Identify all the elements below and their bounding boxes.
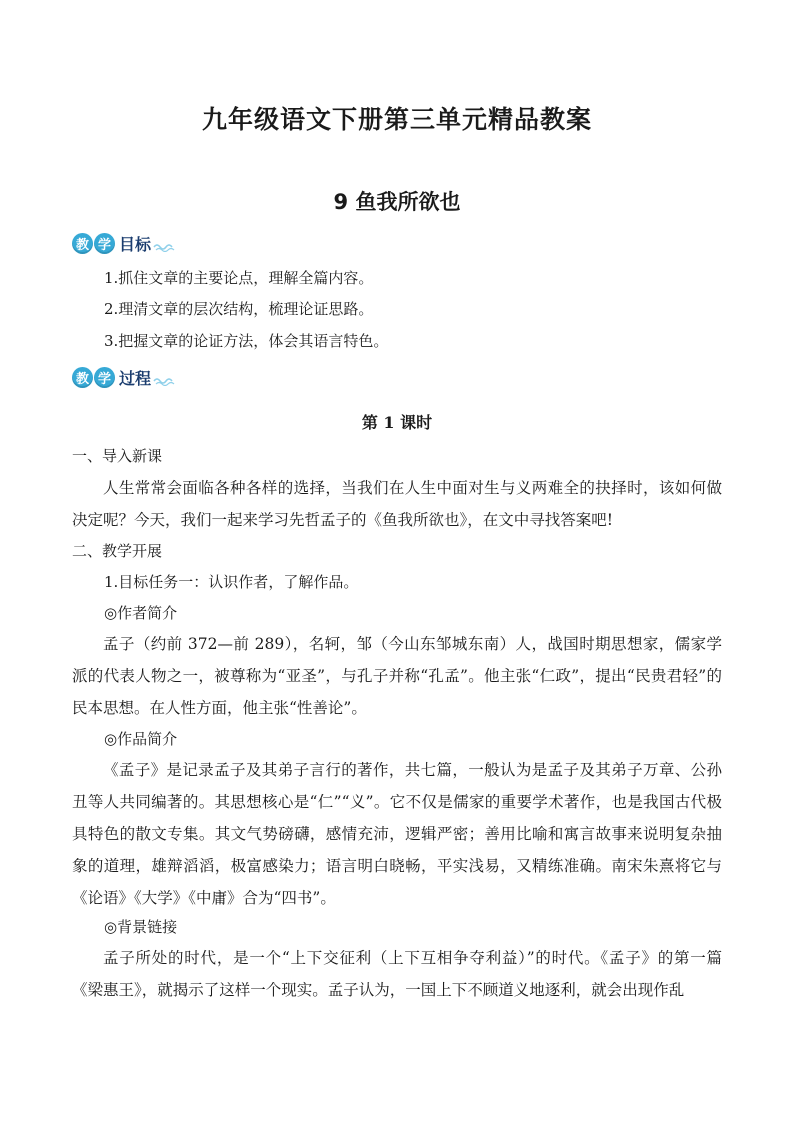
period-title: 第 1 课时 xyxy=(361,413,433,432)
objective-item-1: 1.抓住文章的主要论点，理解全篇内容。 xyxy=(104,269,374,287)
badge-char-2: 学 xyxy=(94,367,115,388)
badge-char-1: 教 xyxy=(72,233,93,254)
part2-heading: 二、教学开展 xyxy=(72,542,163,560)
author-paragraph: 孟子（约前 372—前 289），名轲，邹（今山东邹城东南）人，战国时期思想家，儒家学派的代表人物之一，被尊称为“亚圣”，与孔子并称“孔孟”。他主张“仁政”，提出“民贵君轻”的民本思想。在人性方面，他主张“性善论”。 xyxy=(72,635,722,717)
process-label: 过程 xyxy=(119,368,152,388)
task1-heading: 1.目标任务一：认识作者，了解作品。 xyxy=(104,573,359,591)
wave-decoration-icon xyxy=(153,376,175,386)
lesson-title: 9 鱼我所欲也 xyxy=(333,190,461,214)
objective-item-3: 3.把握文章的论证方法，体会其语言特色。 xyxy=(104,332,389,350)
process-section-header xyxy=(72,364,175,390)
author-heading: ◎作者简介 xyxy=(104,604,178,622)
background-paragraph: 孟子所处的时代，是一个“上下交征利（上下互相争夺利益）”的时代。《孟子》的第一篇《梁惠王》，就揭示了这样一个现实。孟子认为，一国上下不顾道义地逐利，就会出现作乱 xyxy=(72,949,722,999)
objectives-label: 目标 xyxy=(119,234,152,254)
part1-paragraph: 人生常常会面临各种各样的选择，当我们在人生中面对生与义两难全的抉择时，该如何做决定呢？今天，我们一起来学习先哲孟子的《鱼我所欲也》，在文中寻找答案吧! xyxy=(72,479,722,529)
work-heading: ◎作品简介 xyxy=(104,730,178,748)
part1-heading: 一、导入新课 xyxy=(72,447,163,465)
document-title: 九年级语文下册第三单元精品教案 xyxy=(201,105,592,134)
badge-char-2: 学 xyxy=(94,233,115,254)
objective-item-2: 2.理清文章的层次结构，梳理论证思路。 xyxy=(104,300,374,318)
badge-char-1: 教 xyxy=(72,367,93,388)
wave-decoration-icon xyxy=(153,242,175,252)
work-paragraph: 《孟子》是记录孟子及其弟子言行的著作，共七篇，一般认为是孟子及其弟子万章、公孙丑等人共同编著的。其思想核心是“仁”“义”。它不仅是儒家的重要学术著作，也是我国古代极具特色的散文专集。其文气势磅礴，感情充沛，逻辑严密；善用比喻和寓言故事来说明复杂抽象的道理，雄辩滔滔，极富感染力；语言明白晓畅，平实浅易，又精练准确。南宋朱熹将它与《论语》《大学》《中庸》合为“四书”。 xyxy=(72,761,722,907)
background-heading: ◎背景链接 xyxy=(104,918,178,936)
objectives-section-header xyxy=(72,230,175,256)
